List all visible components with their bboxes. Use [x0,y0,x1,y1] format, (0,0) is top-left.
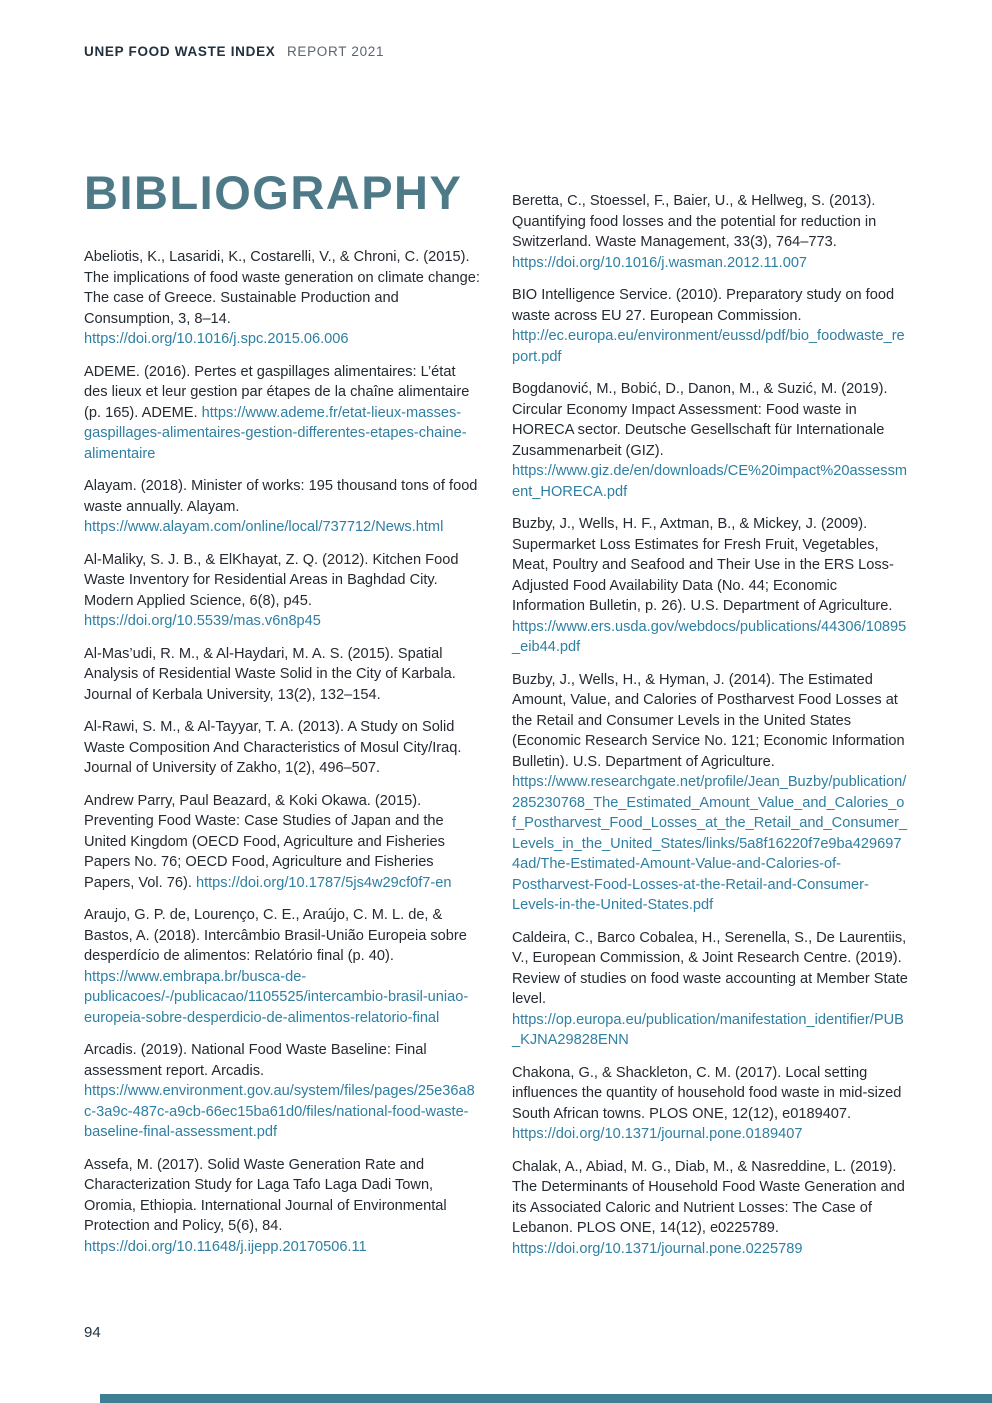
entry-text: Assefa, M. (2017). Solid Waste Generation Rate and Characterization Study for Laga Tafo Laga Dadi Town, Oromia, Ethiopia. International Journal of Environmental Protection and Policy, 5(6), 84. [84,1156,447,1235]
bibliography-entry [84,550,480,632]
entry-text: Caldeira, C., Barco Cobalea, H., Serenella, S., De Laurentiis, V., European Commission, & Joint Research Centre. (2019). Review of studies on food waste accounting at Member State level. [512,929,908,1007]
footer-accent-bar [100,1394,992,1403]
reference-link[interactable]: https://www.environment.gov.au/system/files/pages/25e36a8c-3a9c-487c-a9cb-66ec15ba61d0/files/national-food-waste-baseline-final-assessment.pdf [84,1083,475,1141]
reference-link[interactable]: https://doi.org/10.1016/j.spc.2015.06.006 [84,331,349,348]
bibliography-content [84,168,908,1271]
reference-link[interactable]: https://www.alayam.com/online/local/737712/News.html [84,519,444,536]
bibliography-entry [84,247,480,350]
entry-text: Araujo, G. P. de, Lourenço, C. E., Araújo, C. M. L. de, & Bastos, A. (2018). Intercâmbio Brasil-União Europeia sobre desperdício de alimentos: Relatório final (p. 40). [84,907,467,965]
reference-link[interactable]: https://doi.org/10.1787/5js4w29cf0f7-en [195,874,452,891]
entry-text: Beretta, C., Stoessel, F., Baier, U., & Hellweg, S. (2013). Quantifying food losses and the potential for reduction in Switzerland. Waste Management, 33(3), 764–773. [512,193,877,250]
page-header [84,44,384,59]
bibliography-entry [512,191,908,273]
entry-text: Buzby, J., Wells, H. F., Axtman, B., & Mickey, J. (2009). Supermarket Loss Estimates for Fresh Fruit, Vegetables, Meat, Poultry and Seafood and Their Use in the ERS Loss-Adjusted Food Availability Data (No. 44; Economic Information Bulletin, p. 26). U.S. Department of Agriculture. [512,516,894,614]
bibliography-entry [84,791,480,894]
entry-text: Al-Rawi, S. M., & Al-Tayyar, T. A. (2013). A Study on Solid Waste Composition And Characteristics of Mosul City/Iraq. Journal of University of Zakho, 1(2), 496–507. [84,719,462,777]
reference-link[interactable]: http://ec.europa.eu/environment/eussd/pdf/bio_foodwaste_report.pdf [512,328,905,365]
reference-link[interactable]: https://doi.org/10.1016/j.wasman.2012.11.007 [512,254,808,271]
entry-text: Buzby, J., Wells, H., & Hyman, J. (2014). The Estimated Amount, Value, and Calories of Postharvest Food Losses at the Retail and Consumer Levels in the United States (Economic Research Service No. 121; Economic Information Bulletin). U.S. Department of Agriculture. [512,671,905,770]
reference-link[interactable]: https://doi.org/10.1371/journal.pone.0225789 [512,1240,803,1257]
bibliography-entry [84,476,480,538]
bibliography-entry [84,1155,480,1258]
reference-link[interactable]: https://doi.org/10.1371/journal.pone.0189407 [512,1126,803,1142]
column-right [512,168,908,1271]
entry-text: Bogdanović, M., Bobić, D., Danon, M., & Suzić, M. (2019). Circular Economy Impact Assessment: Food waste in HORECA sector. Deutsche Gesellschaft für Internationale Zusammenarbeit (GIZ). [512,381,888,459]
entry-text: Alayam. (2018). Minister of works: 195 thousand tons of food waste annually. Alayam. [84,478,478,515]
column-left [84,168,480,1269]
report-subtitle: REPORT 2021 [286,44,385,59]
bibliography-entry [84,644,480,706]
bibliography-entry [512,1157,908,1260]
entry-text: BIO Intelligence Service. (2010). Preparatory study on food waste across EU 27. European Commission. [512,287,895,324]
reference-link[interactable]: https://www.giz.de/en/downloads/CE%20impact%20assessment_HORECA.pdf [512,463,908,500]
bibliography-entry [84,1040,480,1143]
entry-text: Chakona, G., & Shackleton, C. M. (2017). Local setting influences the quantity of household food waste in mid-sized South African towns. PLOS ONE, 12(12), e0189407. [512,1064,902,1122]
reference-link[interactable]: https://doi.org/10.5539/mas.v6n8p45 [84,613,321,630]
entry-text: Al-Mas’udi, R. M., & Al-Haydari, M. A. S. (2015). Spatial Analysis of Residential Waste Solid in the City of Karbala. Journal of Kerbala University, 13(2), 132–154. [84,645,456,703]
reference-link[interactable]: https://doi.org/10.11648/j.ijepp.20170506.11 [84,1238,367,1255]
entry-text: Abeliotis, K., Lasaridi, K., Costarelli, V., & Chroni, C. (2015). The implications of food waste generation on climate change: The case of Greece. Sustainable Production and Consumption, 3, 8–14. [84,249,480,327]
entry-text: Arcadis. (2019). National Food Waste Baseline: Final assessment report. Arcadis. [84,1042,427,1079]
entry-text: ADEME. (2016). Pertes et gaspillages alimentaires: L’état des lieux et leur gestion par étapes de la chaîne alimentaire (p. 165). ADEME. [84,363,470,421]
bibliography-entry [84,362,480,465]
page-number: 94 [84,1324,101,1341]
reference-link[interactable]: https://www.ers.usda.gov/webdocs/publications/44306/10895_eib44.pdf [512,618,907,655]
reference-link[interactable]: https://www.embrapa.br/busca-de-publicacoes/-/publicacao/1105525/intercambio-brasil-uniao-europeia-sobre-desperdicio-de-alimentos-relatorio-final [84,968,469,1026]
report-title: UNEP FOOD WASTE INDEX [84,44,276,59]
bibliography-entry [512,514,908,658]
reference-link[interactable]: https://op.europa.eu/publication/manifestation_identifier/PUB_KJNA29828ENN [512,1011,904,1048]
entry-text: Andrew Parry, Paul Beazard, & Koki Okawa. (2015). Preventing Food Waste: Case Studies of Japan and the United Kingdom (OECD Food, Agriculture and Fisheries Papers No. 76; OECD Food, Agriculture and Fisheries Papers, Vol. 76). [84,792,445,891]
bibliography-entry [512,670,908,916]
bibliography-entry [512,379,908,502]
page-title: BIBLIOGRAPHY [84,166,463,219]
entry-text: Chalak, A., Abiad, M. G., Diab, M., & Nasreddine, L. (2019). The Determinants of Household Food Waste Generation and its Associated Caloric and Nutrient Losses: The Case of Lebanon. PLOS ONE, 14(12), e0225789. [512,1158,905,1236]
entry-text: Al-Maliky, S. J. B., & ElKhayat, Z. Q. (2012). Kitchen Food Waste Inventory for Residential Areas in Baghdad City. Modern Applied Science, 6(8), p45. [84,551,459,609]
bibliography-entry [84,717,480,779]
bibliography-entry [84,905,480,1028]
bibliography-entry [512,285,908,367]
reference-link[interactable]: https://www.ademe.fr/etat-lieux-masses-gaspillages-alimentaires-gestion-differentes-etapes-chaine-alimentaire [84,404,467,462]
bibliography-entry [512,928,908,1051]
reference-link[interactable]: https://www.researchgate.net/profile/Jean_Buzby/publication/285230768_The_Estimated_Amount_Value_and_Calories_of_Postharvest_Food_Losses_at_the_Retail_and_Consumer_Levels_in_the_United_States/links/5a8f16220f7e9ba4296974ad/The-Estimated-Amount-Value-and-Calories-of-Postharvest-Food-Losses-at-the-Retail-and-Consumer-Levels-in-the-United-States.pdf [512,774,908,913]
bibliography-entry [512,1063,908,1145]
